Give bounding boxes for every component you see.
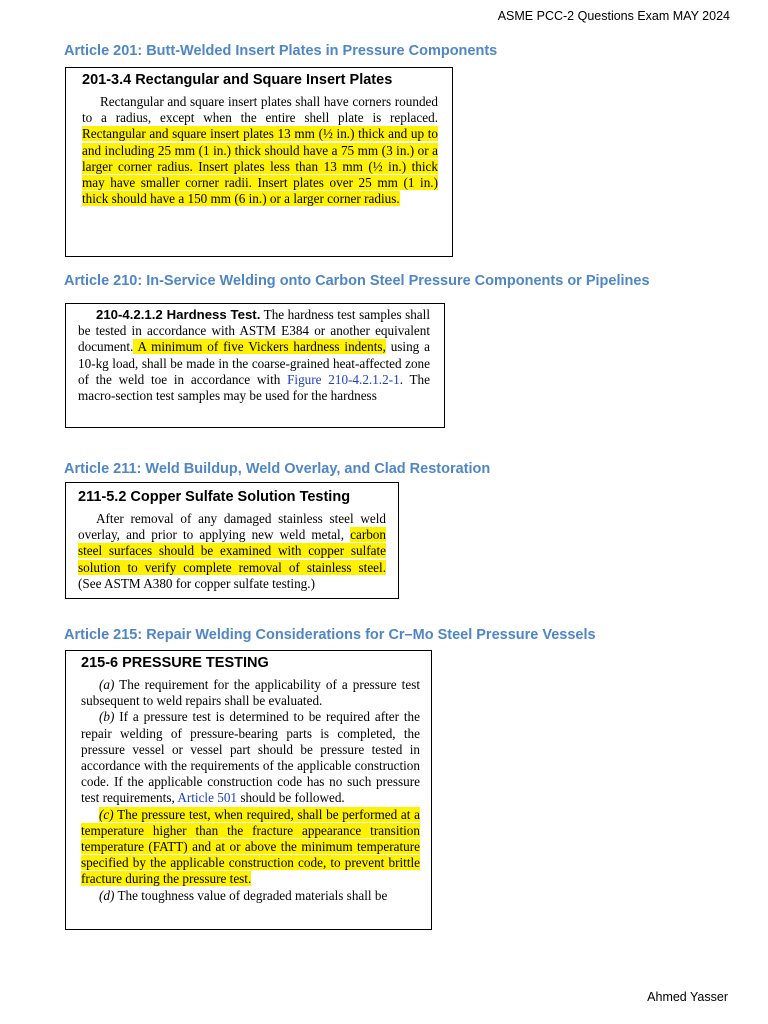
section-heading: 215-6 PRESSURE TESTING: [81, 655, 269, 671]
page-footer-author: Ahmed Yasser: [647, 990, 728, 1004]
article-215-title: Article 215: Repair Welding Considerations for Cr–Mo Steel Pressure Vessels: [64, 627, 596, 643]
article-501-link[interactable]: Article 501: [177, 790, 238, 806]
item-label: (a): [99, 677, 115, 692]
item-label: (b): [99, 709, 115, 725]
item-a: [81, 677, 420, 709]
article-201-title: Article 201: Butt-Welded Insert Plates in Pressure Components: [64, 43, 498, 59]
excerpt-210: [65, 303, 445, 428]
excerpt-215: [65, 650, 432, 930]
highlighted-text: The pressure test, when required, shall be performed at a temperature higher than the fracture appearance transition temperature (FATT) and at or above the minimum temperature specified by the applicable construction code, to prevent brittle fracture during the pressure test.: [81, 806, 420, 887]
item-c: [81, 807, 420, 888]
excerpt-211: [65, 482, 399, 599]
page-header: ASME PCC-2 Questions Exam MAY 2024: [497, 9, 730, 23]
section-paragraph: [78, 307, 430, 404]
plain-text: The hardness test samples shall be tested in accordance with ASTM E384 or another equivalent document.: [78, 307, 430, 355]
section-heading: 201-3.4 Rectangular and Square Insert Plates: [82, 72, 393, 88]
article-210-title: Article 210: In-Service Welding onto Carbon Steel Pressure Components or Pipelines: [64, 273, 650, 289]
highlighted-text: A minimum of five Vickers hardness indents,: [133, 339, 386, 355]
item-text: If a pressure test is determined to be required after the repair welding of pressure-bearing parts is completed, the pressure vessel or vessel part should be pressure tested in accordance with the requirements of the applicable construction code. If the applicable construction code has no such pressure test requirements,: [81, 709, 420, 806]
section-heading: 211-5.2 Copper Sulfate Solution Testing: [78, 489, 351, 505]
item-d: [81, 888, 420, 904]
plain-text: Rectangular and square insert plates shall have corners rounded to a radius, except when the entire shell plate is replaced.: [82, 94, 438, 126]
inline-heading: 210-4.2.1.2 Hardness Test.: [96, 307, 261, 322]
highlighted-text: carbon steel surfaces should be examined with copper sulfate solution to verify complete removal of stainless steel.: [78, 527, 386, 575]
section-paragraph: [82, 94, 438, 207]
item-b: [81, 709, 420, 806]
plain-text: . The macro-section test samples may be used for the hardness: [78, 371, 430, 404]
section-paragraph: [78, 511, 386, 592]
excerpt-201: [65, 67, 453, 257]
figure-link[interactable]: Figure 210-4.2.1.2-1: [287, 371, 400, 387]
item-label: (d): [99, 887, 115, 903]
plain-text: (See ASTM A380 for copper sulfate testing.): [78, 575, 315, 591]
item-label: (c): [99, 806, 114, 822]
highlighted-text: Rectangular and square insert plates 13 mm (½ in.) thick and up to and including 25 mm (1 in.) thick should have a 75 mm (3 in.) or a larger corner radius. Insert plates less than 13 mm (½ in.) thick may have smaller corner radii. Insert plates over 25 mm (1 in.) thick should have a 150 mm (6 in.) or a larger corner radius.: [82, 126, 438, 207]
article-211-title: Article 211: Weld Buildup, Weld Overlay, and Clad Restoration: [64, 461, 491, 477]
plain-text: using a 10-kg load, shall be made in the coarse-grained heat-affected zone of the weld toe in accordance with: [78, 339, 430, 387]
plain-text: After removal of any damaged stainless steel weld overlay, and prior to applying new weld metal,: [78, 511, 386, 543]
item-text: The requirement for the applicability of a pressure test subsequent to weld repairs shall be evaluated.: [81, 677, 420, 709]
item-text: The toughness value of degraded materials shall be: [114, 887, 388, 903]
item-text: should be followed.: [237, 790, 345, 806]
